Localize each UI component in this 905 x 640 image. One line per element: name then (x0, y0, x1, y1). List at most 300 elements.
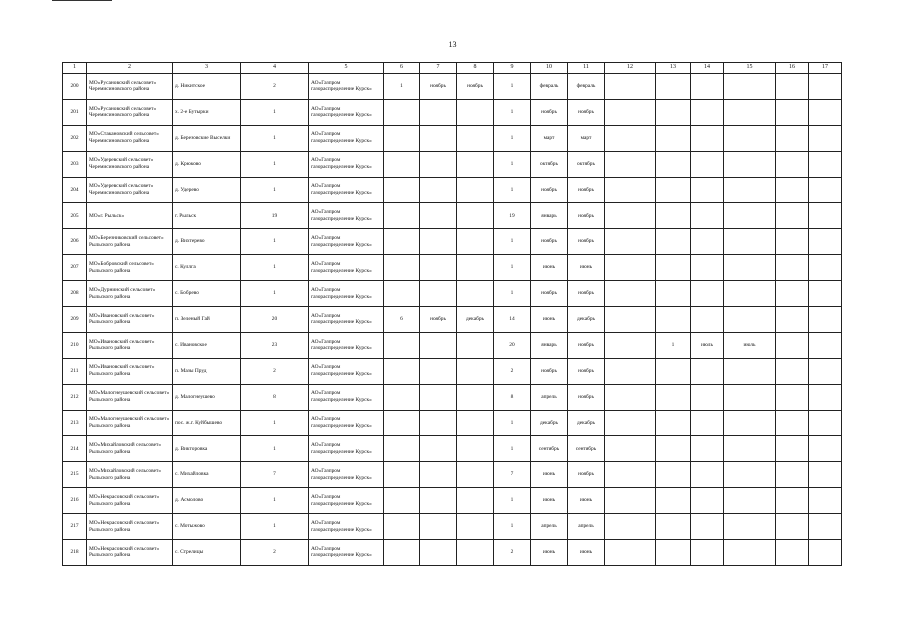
col8-cell (457, 332, 494, 358)
column-header: 9 (494, 63, 531, 74)
col11-cell: ноябрь (568, 462, 605, 488)
col13-cell (656, 203, 691, 229)
col16-cell (776, 436, 809, 462)
col10-cell: ноябрь (531, 281, 568, 307)
col15-cell (724, 462, 776, 488)
row-number: 201 (63, 99, 87, 125)
row-number: 207 (63, 255, 87, 281)
col17-cell (809, 151, 842, 177)
col9-cell: 1 (494, 74, 531, 100)
col9-cell: 1 (494, 229, 531, 255)
col14-cell: июль (691, 332, 724, 358)
col16-cell (776, 462, 809, 488)
total-count-cell: 1 (241, 177, 309, 203)
municipality-cell: МО«Некрасовский сельсовет» Рыльского района (87, 540, 173, 566)
settlement-cell: с. Михайловка (173, 462, 241, 488)
municipality-cell: МО«Дурнинский сельсовет» Рыльского района (87, 281, 173, 307)
col16-cell (776, 203, 809, 229)
col9-cell: 1 (494, 125, 531, 151)
row-number: 213 (63, 410, 87, 436)
col17-cell (809, 307, 842, 333)
column-header: 5 (309, 63, 384, 74)
municipality-cell: МО«Русановский сельсовет» Черемисиновского района (87, 74, 173, 100)
col7-cell (420, 229, 457, 255)
col10-cell: январь (531, 332, 568, 358)
column-header: 3 (173, 63, 241, 74)
col6-cell (384, 514, 420, 540)
col7-cell (420, 255, 457, 281)
municipality-cell: МО«Некрасовский сельсовет» Рыльского района (87, 514, 173, 540)
col14-cell (691, 358, 724, 384)
col14-cell (691, 436, 724, 462)
column-header: 8 (457, 63, 494, 74)
col7-cell (420, 514, 457, 540)
col16-cell (776, 177, 809, 203)
col15-cell (724, 177, 776, 203)
col14-cell (691, 410, 724, 436)
col11-cell: ноябрь (568, 332, 605, 358)
table-row (63, 177, 842, 203)
settlement-cell: пос. ж.г. Куйбышево (173, 410, 241, 436)
row-number: 205 (63, 203, 87, 229)
col17-cell (809, 177, 842, 203)
col17-cell (809, 74, 842, 100)
col10-cell: ноябрь (531, 229, 568, 255)
col16-cell (776, 307, 809, 333)
municipality-cell: МО«Михайловский сельсовет» Рыльского района (87, 462, 173, 488)
total-count-cell: 1 (241, 255, 309, 281)
col11-cell: ноябрь (568, 177, 605, 203)
header-row (63, 63, 842, 74)
column-header: 14 (691, 63, 724, 74)
table-row (63, 514, 842, 540)
col14-cell (691, 540, 724, 566)
col17-cell (809, 125, 842, 151)
col6-cell (384, 229, 420, 255)
municipality-cell: МО«Ивановский сельсовет» Рыльского района (87, 307, 173, 333)
col7-cell (420, 332, 457, 358)
table-row (63, 384, 842, 410)
settlement-cell: с. Ивановское (173, 332, 241, 358)
col14-cell (691, 151, 724, 177)
col10-cell: октябрь (531, 151, 568, 177)
col8-cell (457, 99, 494, 125)
col16-cell (776, 151, 809, 177)
table-row (63, 540, 842, 566)
settlement-cell: д. Крюково (173, 151, 241, 177)
organization-cell: АО«Газпром газораспределение Курск» (309, 281, 384, 307)
col16-cell (776, 332, 809, 358)
col12-cell (605, 203, 656, 229)
col6-cell (384, 125, 420, 151)
col15-cell (724, 255, 776, 281)
table-header (63, 63, 842, 74)
table-row (63, 488, 842, 514)
col13-cell (656, 488, 691, 514)
settlement-cell: с. Бобрево (173, 281, 241, 307)
col12-cell (605, 255, 656, 281)
col16-cell (776, 514, 809, 540)
table-row (63, 74, 842, 100)
organization-cell: АО«Газпром газораспределение Курск» (309, 229, 384, 255)
col16-cell (776, 384, 809, 410)
total-count-cell: 2 (241, 358, 309, 384)
col14-cell (691, 462, 724, 488)
col7-cell (420, 151, 457, 177)
col9-cell: 1 (494, 514, 531, 540)
col17-cell (809, 384, 842, 410)
col15-cell (724, 436, 776, 462)
row-number: 215 (63, 462, 87, 488)
col6-cell (384, 462, 420, 488)
col12-cell (605, 229, 656, 255)
table-row (63, 410, 842, 436)
col15-cell (724, 99, 776, 125)
organization-cell: АО«Газпром газораспределение Курск» (309, 255, 384, 281)
col7-cell: ноябрь (420, 74, 457, 100)
col9-cell: 19 (494, 203, 531, 229)
col10-cell: апрель (531, 514, 568, 540)
top-edge-mark (52, 0, 112, 1)
row-number: 200 (63, 74, 87, 100)
municipality-cell: МО«Стакановский сельсовет» Черемисиновского района (87, 125, 173, 151)
table-row (63, 151, 842, 177)
col16-cell (776, 99, 809, 125)
municipality-cell: МО«Михайловский сельсовет» Рыльского района (87, 436, 173, 462)
col8-cell (457, 229, 494, 255)
row-number: 206 (63, 229, 87, 255)
col13-cell (656, 151, 691, 177)
column-header: 16 (776, 63, 809, 74)
col15-cell (724, 307, 776, 333)
col13-cell (656, 99, 691, 125)
col13-cell (656, 384, 691, 410)
col8-cell (457, 125, 494, 151)
col9-cell: 2 (494, 358, 531, 384)
organization-cell: АО«Газпром газораспределение Курск» (309, 203, 384, 229)
total-count-cell: 1 (241, 436, 309, 462)
col11-cell: март (568, 125, 605, 151)
table-row (63, 255, 842, 281)
col7-cell (420, 436, 457, 462)
col9-cell: 1 (494, 99, 531, 125)
col11-cell: июнь (568, 488, 605, 514)
total-count-cell: 2 (241, 540, 309, 566)
col15-cell (724, 203, 776, 229)
col16-cell (776, 540, 809, 566)
table-row (63, 229, 842, 255)
col17-cell (809, 436, 842, 462)
col11-cell: ноябрь (568, 203, 605, 229)
col6-cell: 6 (384, 307, 420, 333)
row-number: 210 (63, 332, 87, 358)
row-number: 208 (63, 281, 87, 307)
col7-cell (420, 462, 457, 488)
col13-cell (656, 410, 691, 436)
organization-cell: АО«Газпром газораспределение Курск» (309, 125, 384, 151)
col7-cell (420, 177, 457, 203)
col10-cell: ноябрь (531, 99, 568, 125)
total-count-cell: 2 (241, 74, 309, 100)
total-count-cell: 8 (241, 384, 309, 410)
col6-cell (384, 99, 420, 125)
col10-cell: апрель (531, 384, 568, 410)
page-number: 13 (448, 40, 457, 49)
total-count-cell: 1 (241, 410, 309, 436)
col14-cell (691, 203, 724, 229)
col13-cell (656, 255, 691, 281)
col11-cell: апрель (568, 514, 605, 540)
col14-cell (691, 307, 724, 333)
col12-cell (605, 488, 656, 514)
col9-cell: 1 (494, 151, 531, 177)
table-row (63, 125, 842, 151)
col8-cell (457, 488, 494, 514)
col15-cell (724, 281, 776, 307)
organization-cell: АО«Газпром газораспределение Курск» (309, 74, 384, 100)
column-header: 17 (809, 63, 842, 74)
col10-cell: март (531, 125, 568, 151)
col11-cell: ноябрь (568, 281, 605, 307)
col9-cell: 14 (494, 307, 531, 333)
table-row (63, 203, 842, 229)
col9-cell: 20 (494, 332, 531, 358)
col16-cell (776, 229, 809, 255)
organization-cell: АО«Газпром газораспределение Курск» (309, 514, 384, 540)
organization-cell: АО«Газпром газораспределение Курск» (309, 436, 384, 462)
col10-cell: июнь (531, 462, 568, 488)
col12-cell (605, 462, 656, 488)
col8-cell (457, 151, 494, 177)
row-number: 209 (63, 307, 87, 333)
organization-cell: АО«Газпром газораспределение Курск» (309, 151, 384, 177)
column-header: 12 (605, 63, 656, 74)
row-number: 218 (63, 540, 87, 566)
organization-cell: АО«Газпром газораспределение Курск» (309, 410, 384, 436)
total-count-cell: 1 (241, 281, 309, 307)
col11-cell: июнь (568, 255, 605, 281)
col17-cell (809, 281, 842, 307)
col12-cell (605, 177, 656, 203)
col9-cell: 2 (494, 540, 531, 566)
total-count-cell: 20 (241, 307, 309, 333)
column-header: 10 (531, 63, 568, 74)
total-count-cell: 7 (241, 462, 309, 488)
col8-cell (457, 514, 494, 540)
organization-cell: АО«Газпром газораспределение Курск» (309, 488, 384, 514)
col7-cell: ноябрь (420, 307, 457, 333)
col13-cell (656, 462, 691, 488)
settlement-cell: г. Рыльск (173, 203, 241, 229)
col10-cell: декабрь (531, 410, 568, 436)
municipality-cell: МО«Малогнеушевский сельсовет» Рыльского района (87, 410, 173, 436)
row-number: 204 (63, 177, 87, 203)
col6-cell (384, 410, 420, 436)
col16-cell (776, 255, 809, 281)
col16-cell (776, 358, 809, 384)
municipality-cell: МО«Бобровский сельсовет» Рыльского района (87, 255, 173, 281)
organization-cell: АО«Газпром газораспределение Курск» (309, 540, 384, 566)
col12-cell (605, 281, 656, 307)
column-header: 2 (87, 63, 173, 74)
row-number: 214 (63, 436, 87, 462)
municipality-cell: МО«Некрасовский сельсовет» Рыльского района (87, 488, 173, 514)
column-header: 13 (656, 63, 691, 74)
total-count-cell: 1 (241, 229, 309, 255)
col12-cell (605, 151, 656, 177)
col9-cell: 1 (494, 177, 531, 203)
col17-cell (809, 514, 842, 540)
table-body (63, 74, 842, 566)
col6-cell (384, 436, 420, 462)
col15-cell: июль (724, 332, 776, 358)
col12-cell (605, 358, 656, 384)
organization-cell: АО«Газпром газораспределение Курск» (309, 462, 384, 488)
col8-cell (457, 281, 494, 307)
col6-cell (384, 203, 420, 229)
col17-cell (809, 203, 842, 229)
col11-cell: ноябрь (568, 384, 605, 410)
col8-cell: декабрь (457, 307, 494, 333)
col11-cell: декабрь (568, 410, 605, 436)
col15-cell (724, 125, 776, 151)
municipality-cell: МО«Березниковский сельсовет» Рыльского района (87, 229, 173, 255)
col10-cell: ноябрь (531, 358, 568, 384)
col11-cell: ноябрь (568, 229, 605, 255)
total-count-cell: 1 (241, 125, 309, 151)
organization-cell: АО«Газпром газораспределение Курск» (309, 384, 384, 410)
municipality-cell: МО«Ивановский сельсовет» Рыльского района (87, 358, 173, 384)
col9-cell: 1 (494, 281, 531, 307)
settlement-cell: д. Никитское (173, 74, 241, 100)
col6-cell (384, 384, 420, 410)
col7-cell (420, 281, 457, 307)
col7-cell (420, 410, 457, 436)
col6-cell (384, 358, 420, 384)
col8-cell (457, 410, 494, 436)
col7-cell (420, 384, 457, 410)
col15-cell (724, 229, 776, 255)
organization-cell: АО«Газпром газораспределение Курск» (309, 332, 384, 358)
col16-cell (776, 74, 809, 100)
col16-cell (776, 281, 809, 307)
col14-cell (691, 514, 724, 540)
organization-cell: АО«Газпром газораспределение Курск» (309, 307, 384, 333)
row-number: 217 (63, 514, 87, 540)
row-number: 211 (63, 358, 87, 384)
col8-cell (457, 255, 494, 281)
col16-cell (776, 488, 809, 514)
col6-cell (384, 177, 420, 203)
column-header: 4 (241, 63, 309, 74)
row-number: 216 (63, 488, 87, 514)
col15-cell (724, 151, 776, 177)
col12-cell (605, 384, 656, 410)
col14-cell (691, 488, 724, 514)
col13-cell (656, 74, 691, 100)
col13-cell (656, 436, 691, 462)
col6-cell (384, 488, 420, 514)
col9-cell: 1 (494, 488, 531, 514)
total-count-cell: 1 (241, 151, 309, 177)
col10-cell: сентябрь (531, 436, 568, 462)
col12-cell (605, 436, 656, 462)
col14-cell (691, 99, 724, 125)
col12-cell (605, 125, 656, 151)
col15-cell (724, 74, 776, 100)
col7-cell (420, 358, 457, 384)
organization-cell: АО«Газпром газораспределение Курск» (309, 358, 384, 384)
col13-cell: 1 (656, 332, 691, 358)
settlement-cell: д. Малогнеушево (173, 384, 241, 410)
col7-cell (420, 203, 457, 229)
col13-cell (656, 514, 691, 540)
col7-cell (420, 99, 457, 125)
settlement-cell: п. Мазы Пруд (173, 358, 241, 384)
col14-cell (691, 281, 724, 307)
col13-cell (656, 307, 691, 333)
col6-cell: 1 (384, 74, 420, 100)
col11-cell: июнь (568, 540, 605, 566)
col8-cell (457, 462, 494, 488)
municipality-cell: МО«Русановский сельсовет» Черемисиновского района (87, 99, 173, 125)
gasification-schedule-table (62, 62, 842, 566)
col13-cell (656, 358, 691, 384)
settlement-cell: д. Асмолово (173, 488, 241, 514)
col9-cell: 8 (494, 384, 531, 410)
settlement-cell: с. Куллга (173, 255, 241, 281)
col11-cell: февраль (568, 74, 605, 100)
col9-cell: 7 (494, 462, 531, 488)
row-number: 212 (63, 384, 87, 410)
settlement-cell: д. Удерево (173, 177, 241, 203)
col17-cell (809, 540, 842, 566)
col13-cell (656, 229, 691, 255)
col12-cell (605, 99, 656, 125)
col12-cell (605, 514, 656, 540)
col17-cell (809, 255, 842, 281)
settlement-cell: п. Зеленый Гай (173, 307, 241, 333)
col10-cell: июнь (531, 488, 568, 514)
total-count-cell: 23 (241, 332, 309, 358)
col11-cell: ноябрь (568, 358, 605, 384)
settlement-cell: с. Стрелицы (173, 540, 241, 566)
settlement-cell: д. Вихтерево (173, 229, 241, 255)
col9-cell: 1 (494, 410, 531, 436)
column-header: 15 (724, 63, 776, 74)
col17-cell (809, 332, 842, 358)
table-row (63, 436, 842, 462)
col6-cell (384, 332, 420, 358)
col16-cell (776, 410, 809, 436)
col11-cell: декабрь (568, 307, 605, 333)
col9-cell: 1 (494, 255, 531, 281)
column-header: 7 (420, 63, 457, 74)
col7-cell (420, 488, 457, 514)
col8-cell (457, 177, 494, 203)
col12-cell (605, 74, 656, 100)
col17-cell (809, 99, 842, 125)
col14-cell (691, 177, 724, 203)
col15-cell (724, 358, 776, 384)
col8-cell (457, 384, 494, 410)
table-row (63, 307, 842, 333)
settlement-cell: с. Мотыжово (173, 514, 241, 540)
total-count-cell: 1 (241, 99, 309, 125)
col17-cell (809, 229, 842, 255)
settlement-cell: д. Березовские Выселки (173, 125, 241, 151)
col13-cell (656, 177, 691, 203)
